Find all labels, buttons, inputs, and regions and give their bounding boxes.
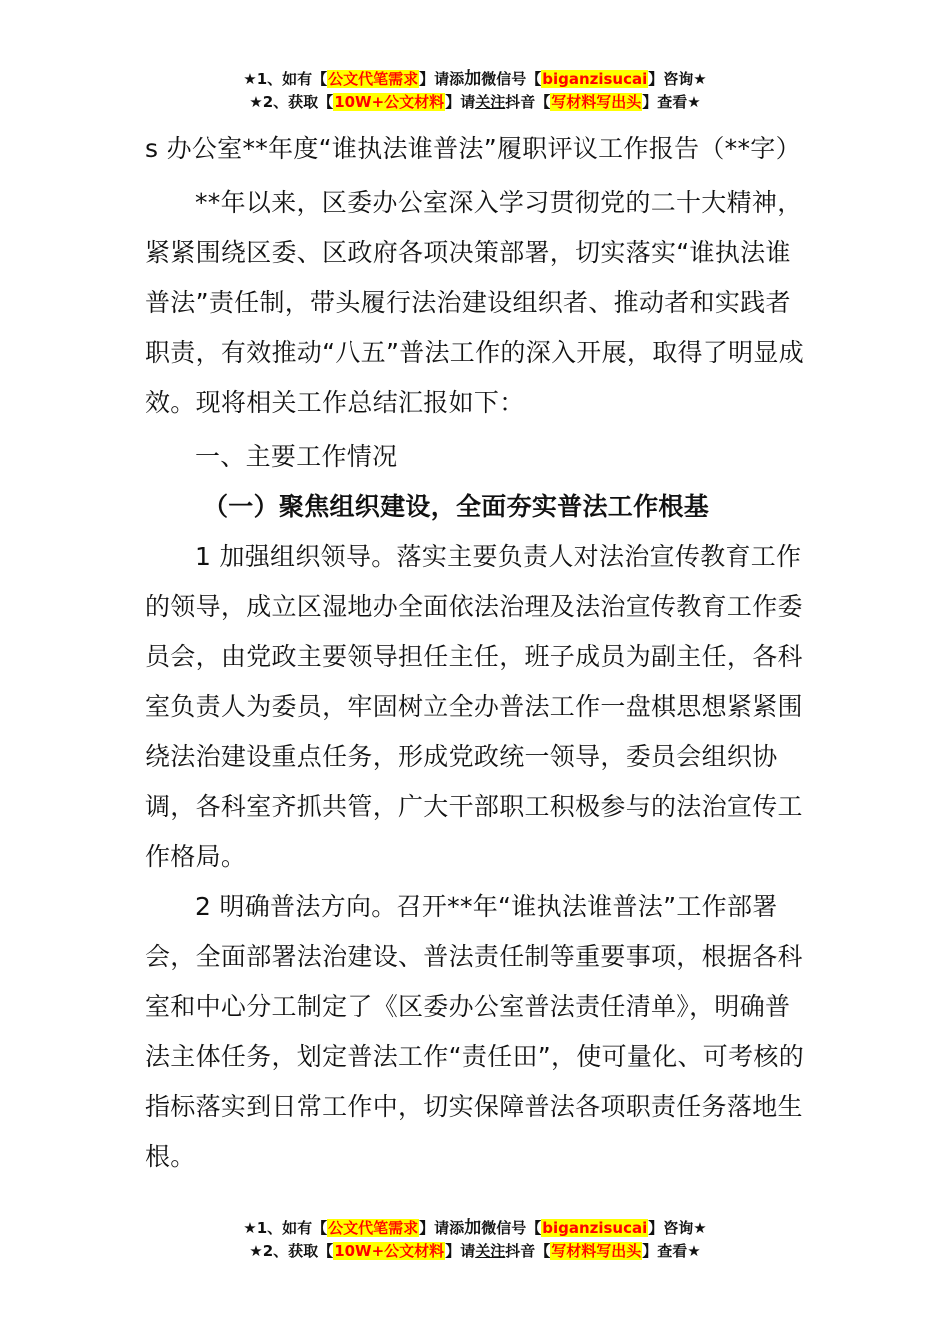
promo-emphasis: 加 bbox=[464, 1218, 482, 1238]
document-body bbox=[145, 124, 810, 1182]
promo-prefix: ★2、获取【 bbox=[249, 93, 334, 111]
promo-prefix: ★1、如有【 bbox=[243, 1219, 328, 1237]
promo-text: 微信号【 bbox=[481, 70, 542, 88]
highlight-wechat-id: biganzisucai bbox=[542, 1219, 648, 1237]
intro-paragraph: **年以来，区委办公室深入学习贯彻党的二十大精神，紧紧围绕区委、区政府各项决策部署，切实落实“谁执法谁普法”责任制，带头履行法治建设组织者、推动者和实践者职责，有效推动“八五”普法工作的深入开展，取得了明显成效。现将相关工作总结汇报如下： bbox=[145, 188, 805, 417]
promo-suffix: 】查看★ bbox=[642, 1242, 701, 1260]
highlight-douyin-id: 写材料写出头 bbox=[551, 93, 642, 111]
body-paragraph: 1 加强组织领导。落实主要负责人对法治宣传教育工作的领导，成立区湿地办全面依法治理及法治宣传教育工作委员会，由党政主要领导担任主任，班子成员为副主任，各科室负责人为委员，牢固树立全办普法工作一盘棋思想紧紧围绕法治建设重点任务，形成党政统一领导，委员会组织协调，各科室齐抓共管，广大干部职工积极参与的法治宣传工作格局。 bbox=[145, 542, 803, 871]
promo-emphasis: 加 bbox=[464, 69, 482, 89]
promo-text: 】请 bbox=[445, 93, 476, 111]
highlight-wechat-id: biganzisucai bbox=[542, 70, 648, 88]
promo-line-2 bbox=[0, 91, 950, 114]
promo-emphasis: 关注 bbox=[475, 93, 506, 111]
promo-prefix: ★2、获取【 bbox=[249, 1242, 334, 1260]
promo-text: 抖音【 bbox=[505, 93, 551, 111]
promo-suffix: 】咨询★ bbox=[648, 1219, 707, 1237]
highlight-service: 公文代笔需求 bbox=[328, 70, 419, 88]
highlight-materials: 10W+公文材料 bbox=[334, 1242, 445, 1260]
document-title: s 办公室**年度“谁执法谁普法”履职评议工作报告（**字） bbox=[145, 134, 801, 163]
promo-line-2 bbox=[0, 1240, 950, 1263]
promo-banner-bottom bbox=[0, 1217, 950, 1263]
highlight-service: 公文代笔需求 bbox=[328, 1219, 419, 1237]
promo-banner-top bbox=[0, 68, 950, 114]
promo-line-1 bbox=[0, 68, 950, 91]
promo-suffix: 】查看★ bbox=[642, 93, 701, 111]
section-heading: 一、主要工作情况 bbox=[195, 442, 398, 471]
promo-line-1 bbox=[0, 1217, 950, 1240]
promo-emphasis: 关注 bbox=[475, 1242, 506, 1260]
body-paragraph: 2 明确普法方向。召开**年“谁执法谁普法”工作部署会，全面部署法治建设、普法责任制等重要事项，根据各科室和中心分工制定了《区委办公室普法责任清单》，明确普法主体任务，划定普法工作“责任田”，使可量化、可考核的指标落实到日常工作中，切实保障普法各项职责任务落地生根。 bbox=[145, 892, 805, 1171]
promo-text: 】请添 bbox=[419, 1219, 465, 1237]
promo-prefix: ★1、如有【 bbox=[243, 70, 328, 88]
highlight-douyin-id: 写材料写出头 bbox=[551, 1242, 642, 1260]
promo-text: 抖音【 bbox=[505, 1242, 551, 1260]
promo-text: 】请 bbox=[445, 1242, 476, 1260]
subsection-heading: （一）聚焦组织建设，全面夯实普法工作根基 bbox=[203, 492, 710, 521]
highlight-materials: 10W+公文材料 bbox=[334, 93, 445, 111]
promo-text: 微信号【 bbox=[481, 1219, 542, 1237]
promo-suffix: 】咨询★ bbox=[648, 70, 707, 88]
promo-text: 】请添 bbox=[419, 70, 465, 88]
